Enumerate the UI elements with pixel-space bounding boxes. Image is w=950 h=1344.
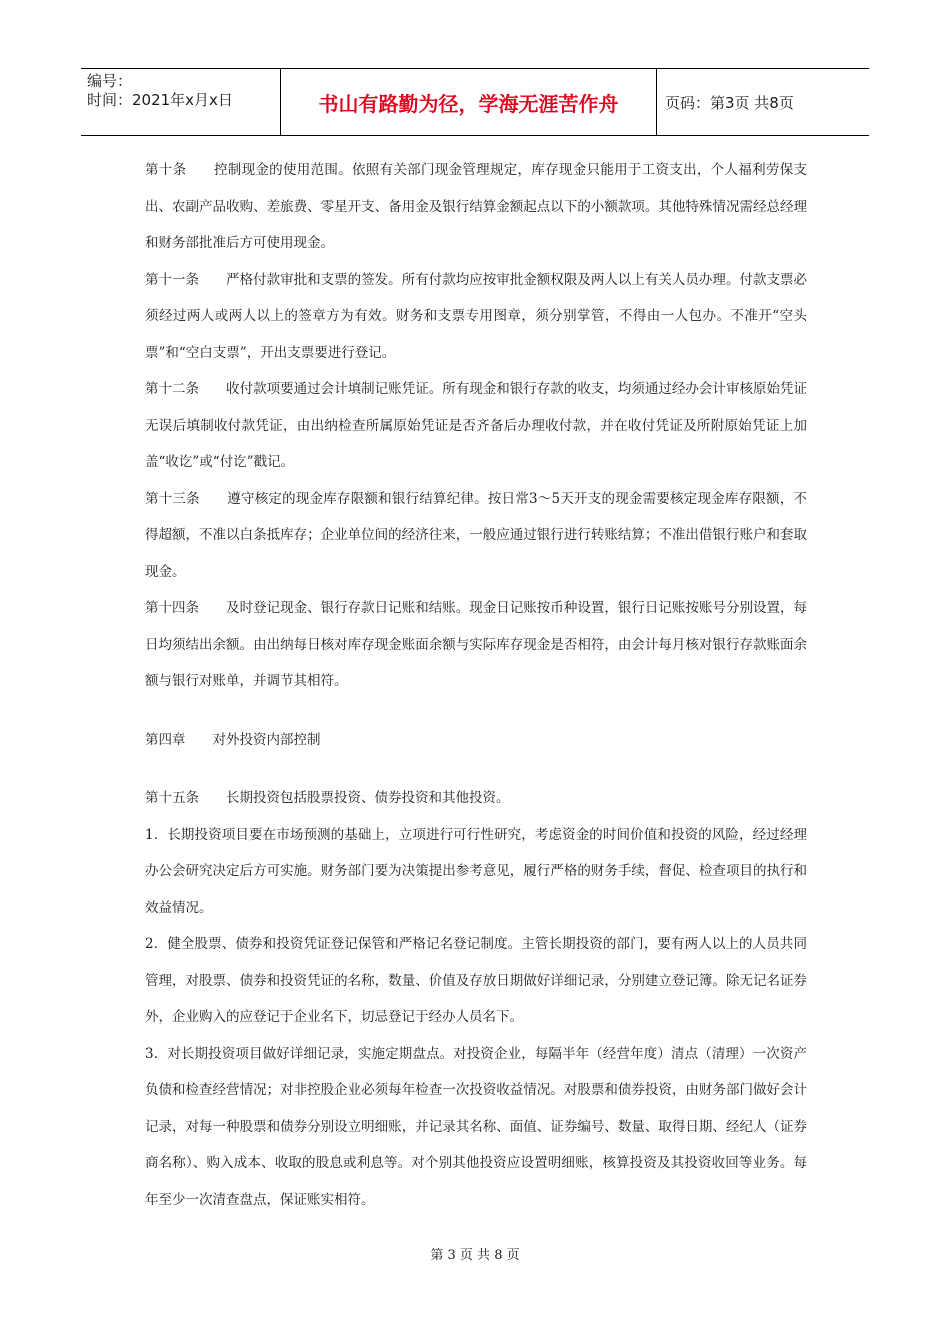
- page-footer: 第 3 页 共 8 页: [430, 1248, 520, 1263]
- header-motto: 书山有路勤为径，学海无涯苦作舟: [281, 69, 657, 135]
- item-2: 2．健全股票、债券和投资凭证登记保管和严格记名登记制度。主管长期投资的部门，要有两人以上的人员共同管理，对股票、债券和投资凭证的名称，数量、价值及存放日期做好详细记录，分别建立登记簿。除无记名证券外，企业购入的应登记于企业名下，切忌登记于经办人员名下。: [145, 936, 807, 1025]
- article-10: 第十条 控制现金的使用范围。依照有关部门现金管理规定，库存现金只能用于工资支出，个人福利劳保支出、农副产品收购、差旅费、零星开支、备用金及银行结算金额起点以下的小额款项。其他特殊情况需经总经理和财务部批准后方可使用现金。: [145, 162, 807, 251]
- number-label: 编号：: [87, 72, 133, 90]
- document-body: [145, 152, 807, 1218]
- header-info: [81, 69, 281, 135]
- article-14: 第十四条 及时登记现金、银行存款日记账和结账。现金日记账按币种设置，银行日记账按账号分别设置，每日均须结出余额。由出纳每日核对库存现金账面余额与实际库存现金是否相符，由会计每月核对银行存款账面余额与银行对账单，并调节其相符。: [145, 600, 807, 689]
- chapter-heading: 第四章 对外投资内部控制: [145, 731, 321, 748]
- document-header: [81, 68, 869, 136]
- article-12: 第十二条 收付款项要通过会计填制记账凭证。所有现金和银行存款的收支，均须通过经办会计审核原始凭证无误后填制收付款凭证，由出纳检查所属原始凭证是否齐备后办理收付款，并在收付凭证及所附原始凭证上加盖“收讫”或“付讫”戳记。: [145, 381, 807, 470]
- item-3: 3．对长期投资项目做好详细记录，实施定期盘点。对投资企业，每隔半年（经营年度）清点（清理）一次资产负债和检查经营情况；对非控股企业必须每年检查一次投资收益情况。对股票和债券投资，由财务部门做好会计记录，对每一种股票和债券分别设立明细账，并记录其名称、面值、证券编号、数量、取得日期、经纪人（证券商名称）、购入成本、收取的股息或利息等。对个别其他投资应设置明细账，核算投资及其投资收回等业务。每年至少一次清查盘点，保证账实相符。: [145, 1045, 807, 1208]
- header-page-label: 页码：第3页 共8页: [665, 93, 794, 112]
- article-11: 第十一条 严格付款审批和支票的签发。所有付款均应按审批金额权限及两人以上有关人员办理。付款支票必须经过两人或两人以上的签章方为有效。财务和支票专用图章，须分别掌管，不得由一人包办。不准开“空头票”和“空白支票”，开出支票要进行登记。: [145, 271, 807, 361]
- item-1: 1．长期投资项目要在市场预测的基础上，立项进行可行性研究，考虑资金的时间价值和投资的风险，经过经理办公会研究决定后方可实施。财务部门要为决策提出参考意见，履行严格的财务手续，督促、检查项目的执行和效益情况。: [145, 826, 807, 916]
- date-label: 时间：2021年x月x日: [87, 91, 233, 109]
- article-15: 第十五条 长期投资包括股票投资、债券投资和其他投资。: [145, 790, 510, 806]
- article-13: 第十三条 遵守核定的现金库存限额和银行结算纪律。按日常3～5天开支的现金需要核定现金库存限额，不得超额，不准以白条抵库存；企业单位间的经济往来，一般应通过银行进行转账结算；不准出借银行账户和套取现金。: [145, 490, 807, 580]
